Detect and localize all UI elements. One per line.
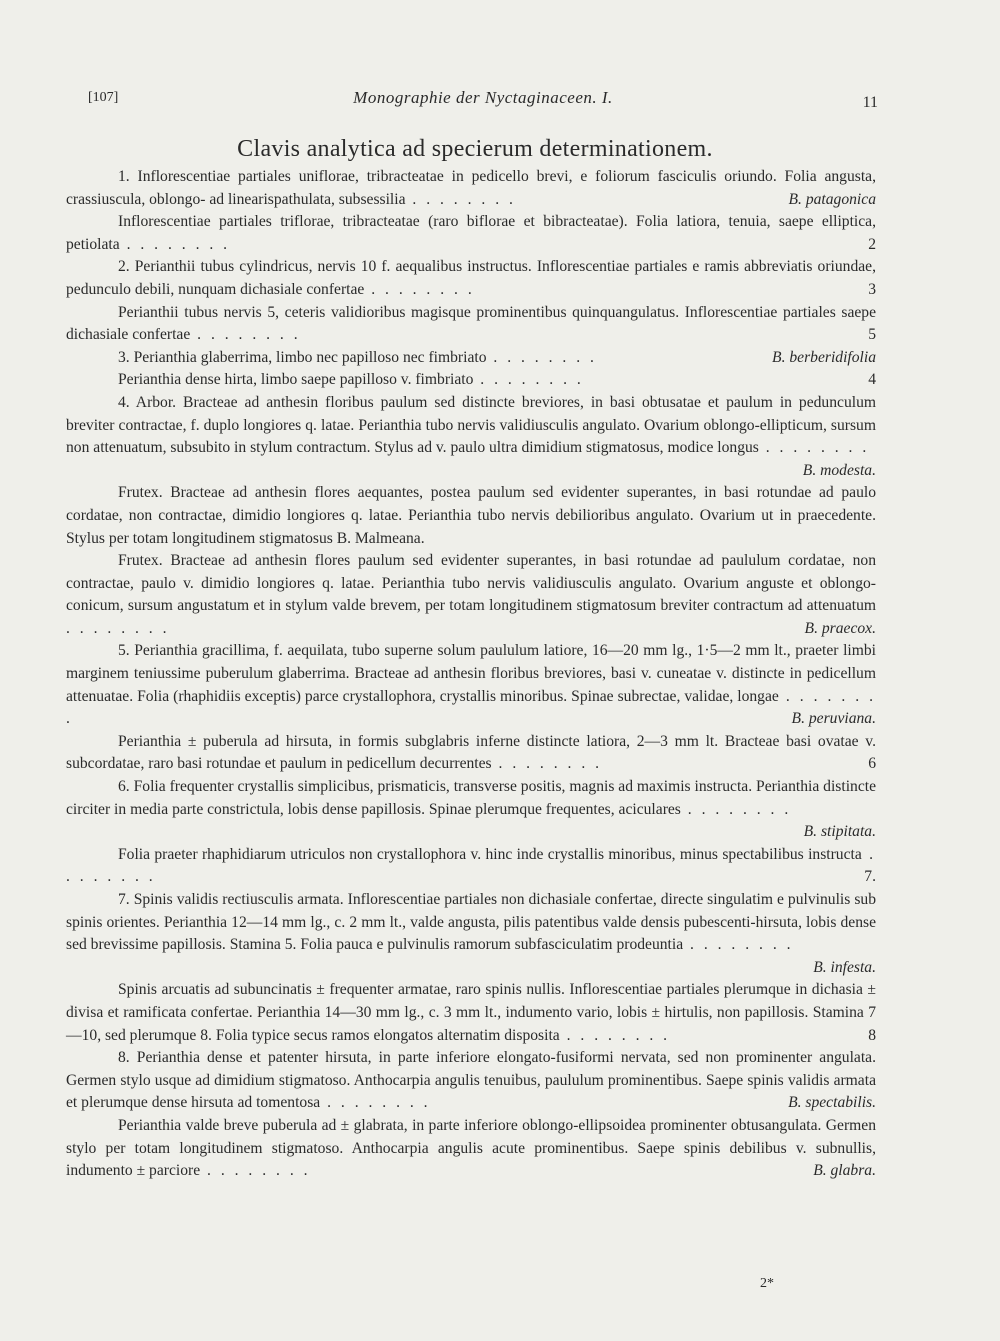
key-entry-result: B. glabra. (813, 1162, 876, 1180)
key-entry-result: 4 (868, 371, 876, 389)
section-title: Clavis analytica ad specierum determinationem. (237, 136, 713, 162)
key-entry (66, 844, 876, 889)
key-entry-text: Spinis arcuatis ad subuncinatis ± frequenter armatae, raro spinis nullis. Inflorescentiae partiales plerumque in dichasia ± divisa et ramificata confertae. Perianthia 14—30 mm lg., c. 3 mm lt., indumento vario, lobis ± hirtulis, non papillosis. Stamina 7—10, sed plerumque 8. Folia typice secus ramos elongatos alternatim disposita (66, 981, 876, 1044)
key-entry (66, 166, 876, 211)
leader-dots: . . . . . . . . (559, 1026, 671, 1044)
key-entry (66, 482, 876, 550)
key-entry-result: B. patagonica (788, 190, 876, 208)
page-bracket-number: [107] (88, 90, 119, 105)
key-entry-text: Perianthia dense hirta, limbo saepe papilloso v. fimbriato (118, 371, 474, 389)
key-entry-text: 4. Arbor. Bracteae ad anthesin floribus paulum sed distincte breviores, in basi obtusatae et paulum in pedunculum breviter contractae, f. duplo longiores q. latae. Perianthia tubo nervis validiusculis angulato. Ovarium oblongo-ellipticum, sursum non attenuatum, subsubito in stylum contractum. Stylus ad v. paulo ultra dimidium stigmatosus, modice longus (66, 393, 876, 457)
key-entry (66, 550, 876, 640)
key-entry-text: Frutex. Bracteae ad anthesin flores paulum sed evidenter superantes, in basi rotundae ad paululum cordatae, non contractae, paulo v. dimidio longiores q. latae. Perianthia tubo nervis validiusculis angulato. Ovarium anguste et oblongo-conicum, sursum angustatum et in stylum valde brevem, per totam longitudinem stigmatosum breviter contractum ad attenuatum (66, 552, 876, 615)
key-entry-result: 6 (868, 755, 876, 773)
leader-dots: . . . . . . . . (680, 800, 792, 818)
key-entry (66, 1115, 876, 1183)
key-entry (66, 392, 876, 482)
leader-dots: . . . . . . . . (491, 755, 603, 773)
key-entry-result: B. praecox. (804, 619, 876, 637)
leader-dots: . . . . . . . . (66, 619, 170, 637)
key-entry (66, 889, 876, 979)
signature-mark: 2* (760, 1276, 774, 1291)
key-entry (66, 256, 876, 301)
leader-dots: . . . . . . . . (758, 439, 870, 457)
page-number: 11 (862, 94, 878, 111)
key-entry (66, 776, 876, 844)
key-entry-result: 2 (868, 235, 876, 253)
key-entry-text: Folia praeter rhaphidiarum utriculos non crystallophora v. hinc inde crystallis minoribus, minus spectabilibus instructa (118, 845, 862, 863)
leader-dots: . . . . . . . . (405, 190, 516, 208)
leader-dots: . . . . . . . . (486, 348, 597, 366)
leader-dots: . . . . . . . . (190, 326, 301, 344)
key-entry (66, 640, 876, 730)
key-entry-text: 6. Folia frequenter crystallis simplicibus, prismaticis, transverse positis, magnis ad maximis instructa. Perianthia distincte circiter in media parte constrictula, lobis dense papillosis. Spinae plerumque frequentes, aciculares (66, 778, 876, 818)
key-entry-result: B. infesta. (813, 958, 876, 976)
leader-dots: . . . . . . . . (119, 235, 231, 253)
page-header (88, 88, 878, 118)
key-entry-result: 3 (868, 280, 876, 298)
leader-dots: . . . . . . . . (66, 845, 876, 886)
key-entry (66, 731, 876, 776)
running-title: Monographie der Nyctaginaceen. I. (353, 88, 613, 107)
key-entry-result: B. peruviana. (791, 710, 876, 728)
key-entry-text: Perianthia ± puberula ad hirsuta, in formis subglabris inferne distincte latiora, 2—3 mm lt. Bracteae basi ovatae v. subcordatae, raro basi rotundae et paulum in pedicellum decurrentes (66, 732, 876, 773)
key-entry (66, 302, 876, 347)
key-entry-result: 7. (864, 868, 876, 886)
key-entry-text: Inflorescentiae partiales triflorae, tribracteatae (raro biflorae et bibracteatae). Folia latiora, tenuia, saepe elliptica, petiolata (66, 213, 876, 253)
key-entry-text: Perianthii tubus nervis 5, ceteris validioribus magisque prominentibus quinquangulatus. Inflorescentiae partiales saepe dichasiale confertae (66, 303, 876, 344)
leader-dots: . . . . . . . . (683, 936, 794, 954)
leader-dots: . . . . . . . . (66, 687, 877, 728)
key-entry-text: 1. Inflorescentiae partiales uniflorae, tribracteatae in pedicello brevi, e foliorum fasciculis oriundo. Folia angusta, crassiuscula, oblongo- ad linearispathulata, subsessilia (66, 168, 876, 208)
leader-dots: . . . . . . . . (200, 1162, 311, 1180)
key-entry-result: B. berberidifolia (772, 348, 876, 366)
key-entry (66, 211, 876, 256)
key-entry-text: 7. Spinis validis rectiusculis armata. Inflorescentiae partiales non dichasiale confertae, directe singulatim e pulvinulis sub spinis orientes. Perianthia 12—14 mm lg., c. 2 mm lt., valde angusta, pilis patentibus valde densis pubescenti-hirsuta, lobis dense sed brevissime papillosis. Stamina 5. Folia pauca e pulvinulis ramorum subfasciculatim prodeuntia (66, 891, 876, 954)
key-entry-text: 2. Perianthii tubus cylindricus, nervis 10 f. aequalibus instructus. Inflorescentiae partiales e ramis abbreviatis oriundae, pedunculo debili, nunquam dichasiale confertae (66, 258, 876, 298)
key-entry-text: Perianthia valde breve puberula ad ± glabrata, in parte inferiore oblongo-ellipsoidea prominenter obtusangulata. Germen stylo per totam longitudinem stigmatoso. Anthocarpia angulis acute prominentibus. Saepe spinis debilibus v. subnullis, indumento ± parciore (66, 1116, 876, 1180)
key-entry-text: 5. Perianthia gracillima, f. aequilata, tubo superne solum paululum latiore, 16—20 mm lg., 1·5—2 mm lt., praeter limbi marginem teniussime puberulum glaberrima. Bracteae ad anthesin floribus breviores, basi v. cuneatae v. distincte in pedicellum attenuatae. Folia (rhaphidiis exceptis) parce crystallophora, crystallis minoribus. Spinae subrectae, validae, longae (66, 642, 876, 705)
key-entry-text: 8. Perianthia dense et patenter hirsuta, in parte inferiore elongato-fusiformi nervata, sed non prominenter angulata. Germen stylo usque ad dimidium stigmatoso. Anthocarpia angulis tenuibus, paululum prominentibus. Saepe spinis validis armata et plerumque dense hirsuta ad tomentosa (66, 1049, 876, 1112)
key-entry (66, 1047, 876, 1115)
key-entry (66, 369, 876, 392)
key-entry-text: 3. Perianthia glaberrima, limbo nec papilloso nec fimbriato (118, 348, 487, 366)
key-body (66, 166, 876, 1183)
key-entry-result: B. stipitata. (803, 823, 876, 841)
key-entry-result: 8 (868, 1026, 876, 1044)
leader-dots: . . . . . . . . (320, 1094, 431, 1112)
key-entry-result: 5 (868, 326, 876, 344)
leader-dots: . . . . . . . . (364, 280, 475, 298)
key-entry-result: B. modesta. (802, 461, 876, 479)
key-entry-result: B. spectabilis. (788, 1094, 876, 1112)
key-entry-text: Frutex. Bracteae ad anthesin flores aequantes, postea paulum sed evidenter superantes, in basi rotundae ad paulo cordatae, non contractae, dimidio longiores q. latae. Perianthia tubo nervis debilioribus angulato. Ovarium ut in praecedente. Stylus per totam longitudinem stigmatosus B. Malmeana. (66, 484, 876, 547)
key-entry (66, 979, 876, 1047)
key-entry (66, 347, 876, 370)
leader-dots: . . . . . . . . (473, 371, 584, 389)
